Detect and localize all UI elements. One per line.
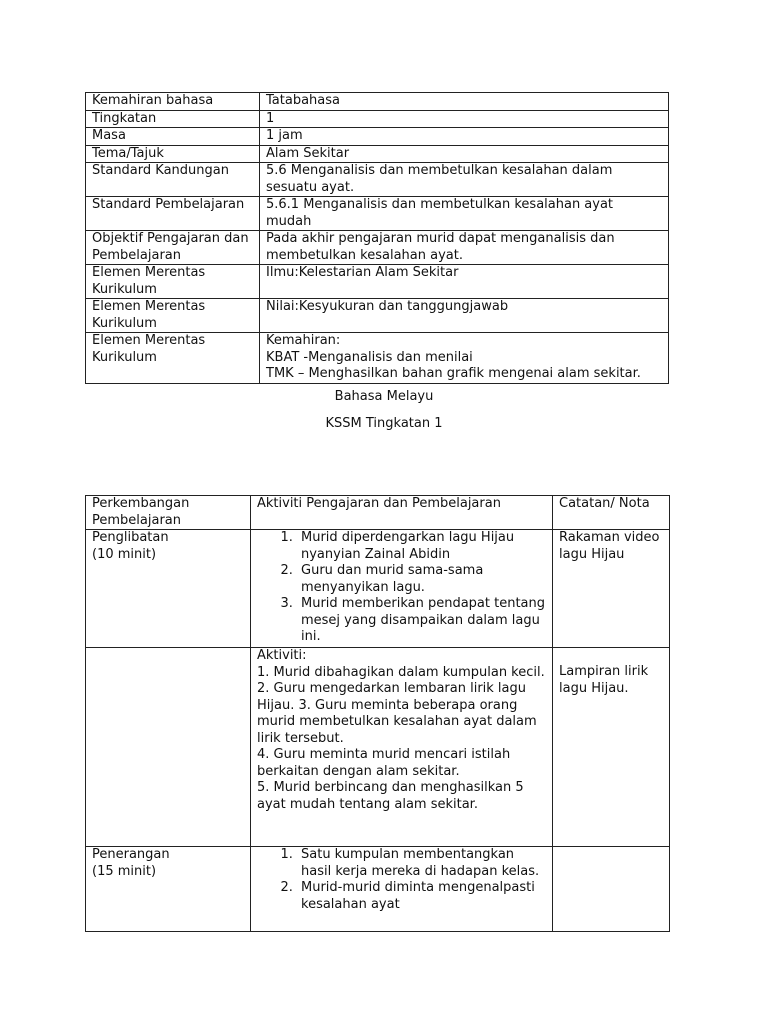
info-label-cell [86,197,260,231]
info-row [86,333,669,384]
activity-heading: Aktiviti: [257,648,307,663]
note-cell: Rakaman video lagu Hijau [553,530,670,648]
activities-cell [251,530,553,648]
info-value: 1 jam [266,128,303,143]
activity-step: 4. Guru meminta murid mencari istilah berkaitan dengan alam sekitar. [257,747,511,779]
info-value-cell [260,231,669,265]
info-value-cell [260,145,669,163]
info-label: Standard Pembelajaran [92,197,245,212]
activity-item: 1. Murid diperdengarkan lagu Hijau nyanyian Zainal Abidin [297,530,546,563]
activity-item: 2. Murid-murid diminta mengenalpasti kesalahan ayat [297,880,546,913]
info-label-cell [86,145,260,163]
activity-step: 1. Murid dibahagikan dalam kumpulan kecil. [257,664,545,680]
info-label: Elemen Merentas Kurikulum [92,265,206,297]
info-value: 5.6 Menganalisis dan membetulkan kesalahan dalam sesuatu ayat. [266,163,613,195]
info-label-cell [86,231,260,265]
table-row [86,648,670,847]
info-value: Tatabahasa [266,93,340,108]
info-value-cell [260,93,669,111]
stage-cell [86,648,251,847]
info-row [86,299,669,333]
level-title: KSSM Tingkatan 1 [325,416,443,431]
info-label: Tingkatan [92,110,157,126]
activity-item: 3. Murid memberikan pendapat tentang mesej yang disampaikan dalam lagu ini. [297,596,546,646]
note-text: Lampiran lirik lagu Hijau. [559,664,649,696]
table-row [86,847,670,932]
info-value: Pada akhir pengajaran murid dapat menganalisis dan membetulkan kesalahan ayat. [266,231,615,263]
info-value: TMK – Menghasilkan bahan grafik mengenai alam sekitar. [266,366,641,381]
info-value: Kemahiran: [266,333,341,348]
activity-list [257,530,546,646]
info-row [86,265,669,299]
info-label-cell [86,93,260,111]
stage-name: Penglibatan [92,530,169,545]
info-value-cell [260,299,669,333]
info-value-cell [260,197,669,231]
info-value-cell [260,163,669,197]
info-row [86,93,669,111]
stage-duration: (10 minit) [92,546,157,562]
lesson-activity-table [85,495,670,932]
info-label: Objektif Pengajaran dan Pembelajaran [92,231,249,263]
info-label-cell [86,163,260,197]
note-cell [553,648,670,847]
info-row [86,163,669,197]
stage-duration: (15 minit) [92,863,157,879]
info-label: Tema/Tajuk [92,145,164,161]
activity-step: 2. Guru mengedarkan lembaran lirik lagu Hijau. 3. Guru meminta beberapa orang murid membetulkan kesalahan ayat dalam lirik tersebut. [257,681,537,746]
activity-item: 1. Satu kumpulan membentangkan hasil kerja mereka di hadapan kelas. [297,847,546,880]
stage-cell [86,847,251,932]
lesson-info-table [85,92,669,384]
stage-name: Penerangan [92,847,170,862]
header-notes: Catatan/ Nota [553,496,670,530]
info-label-cell [86,265,260,299]
activity-item: 2. Guru dan murid sama-sama menyanyikan lagu. [297,563,546,596]
activity-list [257,847,546,913]
info-row [86,110,669,128]
info-value-cell [260,110,669,128]
info-label-cell [86,299,260,333]
subject-title: Bahasa Melayu [334,389,434,404]
info-value: 5.6.1 Menganalisis dan membetulkan kesalahan ayat mudah [266,197,614,229]
info-value: Alam Sekitar [266,145,350,161]
info-label: Standard Kandungan [92,163,229,178]
info-label-cell [86,333,260,384]
header-stage: Perkembangan Pembelajaran [86,496,251,530]
info-value: 1 [266,110,275,126]
info-value: Ilmu:Kelestarian Alam Sekitar [266,265,459,280]
table-header-row [86,496,670,530]
activities-cell [251,648,553,847]
info-label-cell [86,110,260,128]
activities-cell [251,847,553,932]
info-value-cell [260,265,669,299]
info-row [86,128,669,146]
activity-step: 5. Murid berbincang dan menghasilkan 5 ayat mudah tentang alam sekitar. [257,780,524,812]
stage-cell [86,530,251,648]
info-label: Elemen Merentas Kurikulum [92,333,206,365]
info-label: Elemen Merentas Kurikulum [92,299,206,331]
info-label-cell [86,128,260,146]
info-label: Masa [92,128,126,143]
info-value: Nilai:Kesyukuran dan tanggungjawab [266,299,509,314]
info-row [86,145,669,163]
note-cell [553,847,670,932]
info-value: KBAT -Menganalisis dan menilai [266,349,473,365]
header-activities: Aktiviti Pengajaran dan Pembelajaran [251,496,553,530]
table-row [86,530,670,648]
info-value-cell [260,128,669,146]
info-row [86,231,669,265]
info-value-cell [260,333,669,384]
info-label: Kemahiran bahasa [92,93,214,108]
info-row [86,197,669,231]
